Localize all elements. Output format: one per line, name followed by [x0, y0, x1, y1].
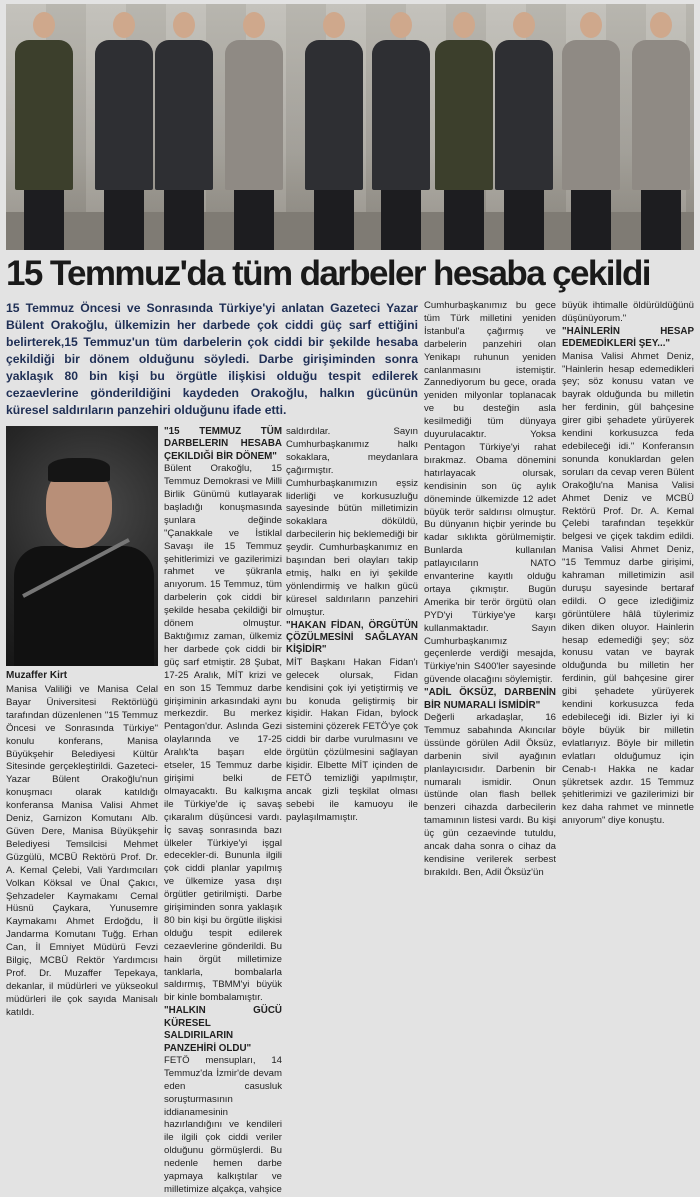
body-paragraph: Değerli arkadaşlar, 16 Temmuz sabahında Akıncılar üssünde görülen Adil Öksüz, darbenin sivil ayağının planlayıcısıdır. Darbenin bir numaralı ismidir. Onun üstünde olan flash bellek benzeri cihazda darbecilerin tamamının listesi vardı. Bu kişi üç gün cezaevinde tutuldu, ancak daha sonra o cihaz da kendisine verilerek serbest bırakıldı. Ben, Adil Öksüz'ün: [424, 712, 556, 878]
article-headline: 15 Temmuz'da tüm darbeler hesaba çekildi: [6, 254, 650, 293]
subheading: "ADİL ÖKSÜZ, DARBENİN BİR NUMARALI İSMİDİR": [424, 687, 556, 711]
body-paragraph: saldırdılar. Sayın Cumhurbaşkanımız halkı sokaklara, meydanlara çağırmıştır. Cumhurbaşkanımızın eşsiz liderliği ve korkusuzluğu sayesinde bütün milletimizin sokaklara döküldü, darbecilerin hiç beklemediği bir şeydir. Cumhurbaşkanımız en başından beri olayları takip etmiş, halkı en iyi şekilde yönlendirmiş ve halkın gücü küresel saldırıların panzehiri olmuştur.: [286, 426, 418, 618]
article-column-5: [562, 300, 694, 828]
body-paragraph: Cumhurbaşkanımız bu gece tüm Türk milletini yeniden İstanbul'a çağırmış ve darbelerin panzehiri olan Yenikapı ruhunun yeniden canlanmasını istemiştir. Zannediyorum bu gece, orada yeniden milyonlar toplanacak ve bu desteğin asla kesilmediği tüm dünyaya duyurulacaktır. Yoksa Pentagon Türkiye'yi rahat bırakmaz. Obama dönemini hatırlayacak olursak, kendisinin son üç aylık döneminde ülkemizde 12 adet büyük terör saldırısı olmuştur. Bu dünyanın hiçbir yerinde bu kadar sıklıkta görülmemiştir. Bunlarda kullanılan patlayıcıların NATO envanterine kayıtlı olduğu ortaya çıkmıştır. Bugün Amerika bir terör örgütü olan PYD'yi Türkiye'ye karşı kullanmaktadır. Sayın Cumhurbaşkanımız geçenlerde verdiği mesajda, Türkiye'nin S400'ler sayesinde güvende olacağını söylemiştir.: [424, 300, 556, 686]
body-paragraph: FETÖ mensupları, 14 Temmuz'da İzmir'de devam eden casusluk soruşturmasının iddianamesinin hazırlandığını ve kendileri ile ilgili çok ciddi veriler olduğunu görmüşlerdi. Bu nedenle hemen darbe yapmaya kalkıştılar ve milletimize alçakça, vahşice: [164, 1054, 282, 1195]
group-photo: [6, 4, 694, 250]
body-paragraph: Bülent Orakoğlu, 15 Temmuz Demokrasi ve Milli Birlik Günümü kutlayarak başladığı konuşmasında şunlara değinde "Çanakkale ve İstiklal Savaşı ile 15 Temmuz şehitlerimizi ve gazilerimizi rahmet ve şükranla anıyorum. 15 Temmuz, tüm darbelerin çok ciddi bir şekilde hesaba çekildiği bir dönem olmuştur. Baktığımız zaman, ülkemiz her darbede çok ciddi bir güç sarf etmiştir. 28 Şubat, 17-25 Aralık, MİT krizi ve en son 15 Temmuz darbe girişiminin arkasındaki aynı merkezdir. Bu merkez Pentagon'dur. Aslında Gezi olaylarında ve 17-25 Aralık'ta başarı elde etseler, 15 Temmuz darbe girişimi belki de olmayacaktı. Bu kalkışma ile Türkiye'de iç savaş çıkaralım düşüncesi vardı. İç savaş sonrasında bazı ülkeler Türkiye'yi işgal edecekler-di. Bununla ilgili çok ciddi planlar yapılmış ve ülkemize yasa dışı örgütler getirilmişti. Darbe girişiminden sonra yaklaşık 80 bin kişi bu örgütle ilişkisi olduğu tespit edilerek cezaevlerine gönderildi. Bu hain örgüt milletimize tanklarla, bombalarla saldırmış, TBMM'yi büyük bir kinle bombalamıştır.: [164, 463, 282, 1004]
photo-caption: Muzaffer Kirt: [6, 670, 68, 681]
subheading: "HALKIN GÜCÜ KÜRESEL SALDIRILARIN PANZEHİRİ OLDU": [164, 1005, 282, 1054]
body-paragraph: Manisa Valisi Ahmet Deniz, "Hainlerin hesap edemedikleri şey; söz konusu vatan ve bayrak olduğunda bu milletin her ferdinin, gül bahçesine girer gibi şehadete yürüyerek kendini korkusuzca feda edebileceği idi." Konferansın sonunda konuklardan gelen soruları da cevap veren Bülent Orakoğlu'na Manisa Valisi Ahmet Deniz ve MCBÜ Rektörü Prof. Dr. A. Kemal Çelebi tarafından teşekkür belgesi ve çiçek takdim edildi. Manisa Valisi Ahmet Deniz, "15 Temmuz darbe girişimi, kahraman milletimizin asil duruşu sayesinde bertaraf edildi. O gece izlediğimiz görüntülere hâlâ tüylerimiz diken diken oluyor. Hainlerin hesap edemediği şey; söz konusu vatan ve bayrak olduğunda bu milletin her ferdinin, gül bahçesine girer gibi şehadete yürüyerek kendini korkusuzca feda edebileceği idi. Bizler iyi ki böyle büyük bir milletin evlatlarıyız. Böyle bir milletin evlatları olduğumuz için Cenab-ı Hakka ne kadar şükretsek azdır. 15 Temmuz şehitlerimizi ve gazilerimizi bir kez daha rahmet ve minnetle anıyorum" diye konuştu.: [562, 350, 694, 827]
article-column-2: [164, 426, 282, 1197]
article-lead: 15 Temmuz Öncesi ve Sonrasında Türkiye'yi anlatan Gazeteci Yazar Bülent Orakoğlu, ülkemizin her darbede çok ciddi güç sarf ettiğini belirterek,15 Temmuz'un tüm darbelerin çok ciddi bir şekilde hesaba çekildiği bir dönem olduğunu söyledi. Darbe girişiminden sonra yaklaşık 80 bin kişi bu örgütle ilişkisi olduğu tespit edilerek cezaevlerine gönderildiğini kaydeden Orakoğlu, halkın gücünün küresel saldırıların panzehiri olduğunu ifade etti.: [6, 301, 418, 417]
subheading: "HAKAN FİDAN, ÖRGÜTÜN ÇÖZÜLMESİNİ SAĞLAYAN KİŞİDİR": [286, 619, 418, 656]
article-column-3: [286, 426, 418, 825]
subheading: "15 TEMMUZ TÜM DARBELERIN HESABA ÇEKILDIĞİ BİR DÖNEM": [164, 426, 282, 462]
article-column-4: [424, 300, 556, 880]
article-column-1: [6, 684, 158, 1020]
body-paragraph: MİT Başkanı Hakan Fidan'ı gelecek olursak, Fidan kendisini çok iyi yetiştirmiş ve bu konuda geliştirmiş bir kişidir. Hakan Fidan, bylock sistemini çözerek FETÖ'ye çok ciddi bir darbe vurulmasını ve örgütün çözülmesini sağlayan kişidir. Elbette MİT içinden de FETÖ temizliği yapılmıştır, ancak gizli teşkilat olması sebebi ile kamuoyu ile paylaşılmamıştır.: [286, 656, 418, 823]
body-paragraph: Manisa Valiliği ve Manisa Celal Bayar Üniversitesi Rektörlüğü tarafından düzenlenen "15 Temmuz Öncesi ve Sonrasında Türkiye" konulu konferans, Manisa Büyükşehir Belediyesi Kültür Sitesinde gerçekleştirildi. Gazeteci-Yazar Bülent Orakoğlu'nun konuşmacı olarak katıldığı konferansa Manisa Valisi Ahmet Deniz, Garnizon Komutanı Alb. Güven Dere, Manisa Büyükşehir Belediyesi Temsilcisi Mehmet Güzgülü, MCBÜ Rektörü Prof. Dr. A. Kemal Çelebi, Vali Yardımcıları Volkan Köksal ve Ünal Çakıcı, Şehzadeler Kaymakamı Cemal Hüsnü Çaykara, Yunusemre Kaymakamı Ahmet Erdoğdu, İl Jandarma Komutanı Tuğg. Erhan Can, İl Emniyet Müdürü Fevzi Bilgiç, MCBÜ Rektör Yardımcısı Prof. Dr. Muzaffer Tepekaya, dekanlar, il müdürleri ve yükseokul müdürleri ile çok sayıda Manisalı katıldı.: [6, 684, 158, 1018]
body-paragraph: büyük ihtimalle öldürüldüğünü düşünüyorum.": [562, 300, 694, 324]
speaker-photo: [6, 426, 158, 666]
subheading: "HAİNLERİN HESAP EDEMEDİKLERİ ŞEY...": [562, 325, 694, 350]
